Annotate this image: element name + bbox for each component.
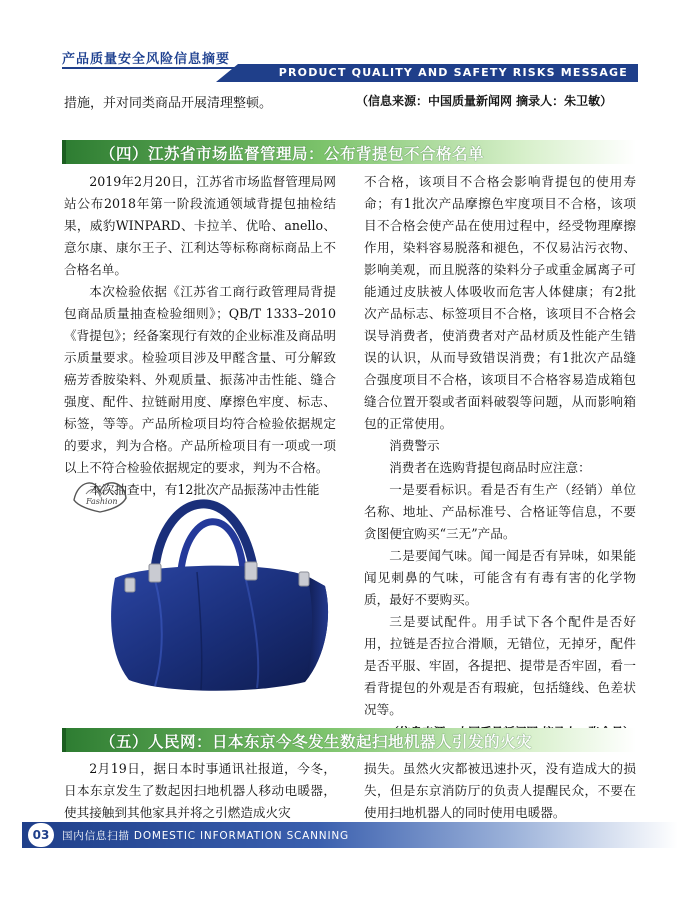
header-title-en: PRODUCT QUALITY AND SAFETY RISKS MESSAGE DIGEST	[238, 64, 638, 82]
header-title-cn: 产品质量安全风险信息摘要	[62, 52, 231, 67]
section-5-right-column	[364, 758, 636, 824]
handbag-image	[85, 468, 343, 700]
previous-article-source: （信息来源：中国质量新闻网 摘录人：朱卫敏）	[356, 94, 613, 108]
paragraph: 本次抽查中，有12批次产品振荡冲击性能	[89, 482, 320, 497]
page-number: 03	[28, 823, 54, 847]
warning-item: 二是要闻气味。闻一闻是否有异味，如果能闻见刺鼻的气味，可能含有有毒有害的化学物质，最好不要购买。	[364, 548, 636, 607]
paragraph: 本次检验依据《江苏省工商行政管理局背提包商品质量抽查检验细则》；QB/T 1333–2010《背提包》；经备案现行有效的企业标准及商品明示质量要求。检验项目涉及甲醛含量、可分解致癌芳香胺染料、外观质量、振荡冲击性能、缝合强度、配件、拉链耐用度、摩擦色牢度、标志、标签，等等。产品所检项目均符合检验依据规定的要求，判为合格。产品所检项目有一项或一项以上不符合检验依据规定的要求，判为不合格。	[64, 284, 336, 475]
fashion-logo-text: Fashion	[86, 497, 118, 506]
paragraph: 2019年2月20日，江苏省市场监督管理局网站公布2018年第一阶段流通领域背提包抽检结果，威豹WINPARD、卡拉羊、优哈、anello、意尔康、康尔王子、江利达等标称商标商品上不合格名单。	[64, 174, 336, 277]
paragraph: 不合格，该项目不合格会影响背提包的使用寿命；有1批次产品摩擦色牢度项目不合格，该项目不合格会使产品在使用过程中，经受物理摩擦作用，染料容易脱落和褪色，不仅易沾污衣物、影响美观，而且脱落的染料分子或重金属离子可能通过皮肤被人体吸收而危害人体健康；有2批次产品标志、标签项目不合格，该项目不合格会误导消费者，使消费者对产品材质及性能产生错误的认识，从而导致错误消费；有1批次产品缝合强度项目不合格，该项目不合格容易造成箱包缝合位置开裂或者面料破裂等问题，从而影响箱包的正常使用。	[364, 174, 636, 431]
section-5-title: （五）人民网：日本东京今冬发生数起扫地机器人引发的火灾	[100, 732, 533, 751]
previous-article-ending: 措施，并对同类商品开展清理整顿。	[64, 96, 273, 111]
section-4-left-column	[64, 171, 336, 501]
warning-item: 一是要看标识。看是否有生产（经销）单位名称、地址、产品标准号、合格证等信息，不要贪图便宜购买“三无”产品。	[364, 482, 636, 541]
consumer-warning-heading: 消费警示	[389, 438, 440, 453]
paragraph: 2月19日，据日本时事通讯社报道，今冬，日本东京发生了数起因扫地机器人移动电暖器，使其接触到其他家具并将之引燃造成火灾	[64, 761, 336, 820]
section-4-title: （四）江苏省市场监督管理局：公布背提包不合格名单	[100, 144, 485, 163]
section-5-left-column	[64, 758, 336, 824]
warning-item: 三是要试配件。用手试下各个配件是否好用，拉链是否拉合滑顺，无错位，无掉牙，配件是否平服、牢固，各提把、提带是否牢固，看一看背提包的外观是否有瑕疵，包括缝线、色差状况等。	[364, 614, 636, 717]
section-4-right-column	[364, 171, 636, 743]
footer-label: 国内信息扫描 DOMESTIC INFORMATION SCANNING	[62, 830, 349, 842]
header-rule	[62, 67, 242, 69]
consumer-warning-intro: 消费者在选购背提包商品时应注意：	[389, 460, 591, 475]
paragraph: 损失。虽然火灾都被迅速扑灭，没有造成大的损失，但是东京消防厅的负责人提醒民众，不要在使用扫地机器人的同时使用电暖器。	[364, 761, 636, 820]
